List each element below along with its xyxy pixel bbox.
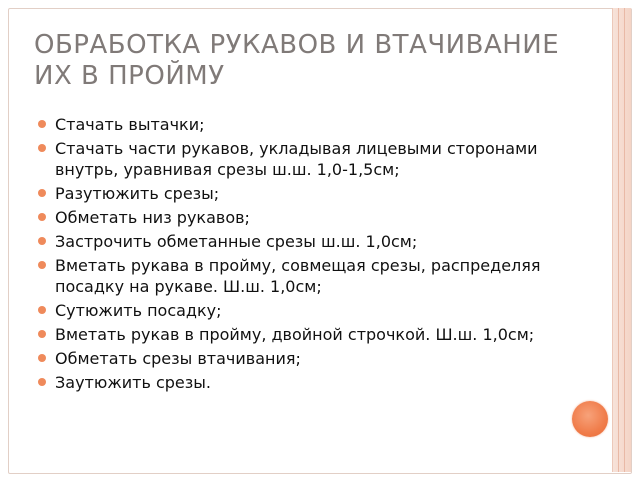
list-item [38, 255, 578, 297]
list-item [38, 183, 578, 204]
bullet-dot-icon [38, 306, 46, 314]
slide-title: ОБРАБОТКА РУКАВОВ И ВТАЧИВАНИЕ ИХ В ПРОЙМУ [34, 30, 560, 91]
list-item [38, 324, 578, 345]
list-item [38, 348, 578, 369]
list-item [38, 231, 578, 252]
list-item-text: Заутюжить срезы. [55, 373, 211, 392]
list-item-text: Сутюжить посадку; [55, 301, 222, 320]
decorative-side-strip [612, 8, 631, 472]
list-item [38, 138, 578, 180]
decorative-circle-icon [572, 401, 608, 437]
list-item-text: Вметать рукав в пройму, двойной строчкой. Ш.ш. 1,0см; [55, 325, 535, 344]
list-item [38, 207, 578, 228]
bullet-dot-icon [38, 144, 46, 152]
bullet-dot-icon [38, 354, 46, 362]
list-item-text: Обметать низ рукавов; [55, 208, 250, 227]
bullet-dot-icon [38, 330, 46, 338]
bullet-dot-icon [38, 237, 46, 245]
list-item-text: Застрочить обметанные срезы ш.ш. 1,0см; [55, 232, 418, 251]
bullet-dot-icon [38, 261, 46, 269]
bullet-dot-icon [38, 120, 46, 128]
bullet-dot-icon [38, 378, 46, 386]
list-item [38, 114, 578, 135]
list-item-text: Стачать вытачки; [55, 115, 205, 134]
strip-line [624, 8, 625, 472]
bullet-dot-icon [38, 189, 46, 197]
bullet-dot-icon [38, 213, 46, 221]
strip-line [618, 8, 619, 472]
list-item [38, 372, 578, 393]
list-item-text: Разутюжить срезы; [55, 184, 220, 203]
list-item-text: Вметать рукава в пройму, совмещая срезы, распределяя посадку на рукаве. Ш.ш. 1,0см; [55, 256, 541, 296]
list-item-text: Стачать части рукавов, укладывая лицевыми сторонами внутрь, уравнивая срезы ш.ш. 1,0-1,5см; [55, 139, 538, 179]
bullet-list [38, 114, 578, 396]
list-item-text: Обметать срезы втачивания; [55, 349, 301, 368]
list-item [38, 300, 578, 321]
